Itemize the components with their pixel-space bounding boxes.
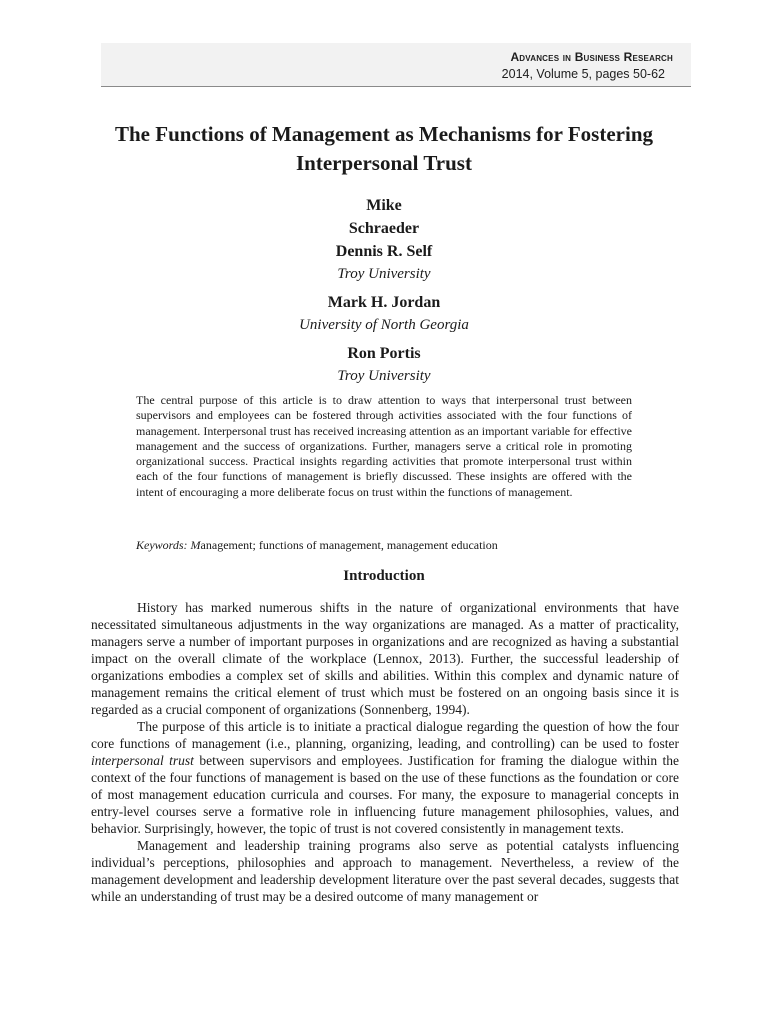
author-name: Mark H. Jordan [327,294,441,311]
author-name: Mike [366,197,402,214]
paragraph-text: The purpose of this article is to initiate a practical dialogue regarding the question of how the four core functions of management (i.e., planning, organizing, leading, and controlling) can be used to foster [91,719,679,751]
journal-header [101,43,691,87]
author-name: Dennis R. Self [335,243,433,260]
author-affiliation: Troy University [337,266,431,282]
section-heading-introduction: Introduction [343,568,425,584]
keywords-label: Keywords: M [136,538,201,552]
emphasized-term: interpersonal trust [91,753,194,768]
abstract: The central purpose of this article is to draw attention to ways that interpersonal trust between supervisors and employees can be fostered through activities associated with the four functions of management. Interpersonal trust has received increasing attention as an important variable for effective management and the success of organizations. Further, managers serve a critical role in promoting organizational success. Practical insights regarding activities that promote interpersonal trust within each of the four functions of management is briefly discussed. These insights are offered with the intent of encouraging a more deliberate focus on trust within the functions of management. [136,393,632,499]
article-title: The Functions of Management as Mechanisms for Fostering Interpersonal Trust [115,122,653,175]
body-text [91,599,679,905]
keywords [136,538,636,553]
journal-name: Advances in Business Research [510,50,673,64]
paragraph: Management and leadership training programs also serve as potential catalysts influencing individual’s perceptions, philosophies and approach to management. Nevertheless, a review of the management development and leadership development literature over the past several decades, suggests that while an understanding of trust may be a desired outcome of many management or [91,838,679,904]
author-affiliation: University of North Georgia [299,317,469,333]
paragraph: History has marked numerous shifts in the nature of organizational environments that have necessitated simultaneous adjustments in the way organizations are managed. As a matter of practicality, managers serve a number of important purposes in organizations and are recognized as having a substantial impact on the overall climate of the workplace (Lennox, 2013). Further, the successful leadership of organizations embodies a complex set of skills and abilities. Within this complex and dynamic nature of management remains the critical element of trust which must be fostered on an ongoing basis since it is regarded as a crucial component of organizations (Sonnenberg, 1994). [91,600,679,717]
author-name: Ron Portis [347,345,421,362]
paragraph [91,718,679,837]
author-block [80,194,688,387]
journal-issue: 2014, Volume 5, pages 50-62 [501,67,665,81]
author-affiliation: Troy University [337,368,431,384]
keywords-text: anagement; functions of management, management education [200,538,498,552]
author-name: Schraeder [348,220,420,237]
paragraph-text: between supervisors and employees. Justification for framing the dialogue within the context of the four functions of management is based on the use of these functions as the foundation or core of most management education curricula and courses. For many, the exposure to managerial concepts in entry-level courses serve a formative role in influencing future management philosophies, values, and behavior. Surprisingly, however, the topic of trust is not covered consistently in management texts. [91,753,679,836]
